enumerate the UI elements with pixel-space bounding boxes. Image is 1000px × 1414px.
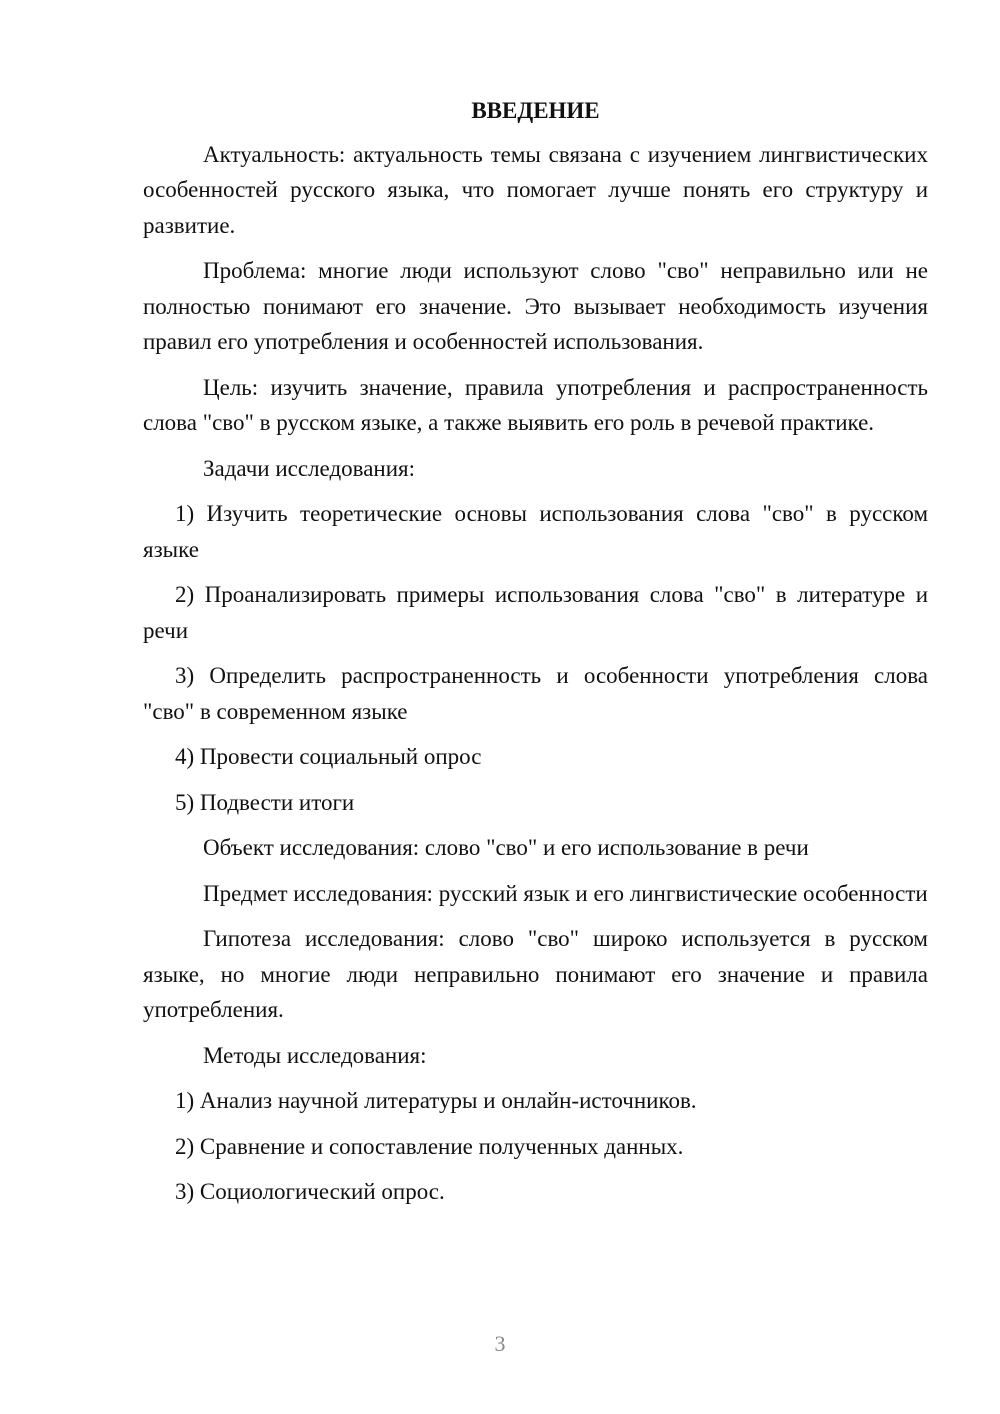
relevance-paragraph: Актуальность: актуальность темы связана с изучением лингвистических особенностей русского языка, что помогает лучше понять его структуру и развитие. [143, 141, 928, 238]
task-item: 1) Изучить теоретические основы использования слова "сво" в русском языке [143, 501, 928, 562]
subject-paragraph: Предмет исследования: русский язык и его лингвистические особенности [203, 880, 928, 906]
problem-paragraph: Проблема: многие люди используют слово "сво" неправильно или не полностью понимают его значение. Это вызывает необходимость изучения правил его употребления и особенностей использования. [143, 258, 928, 354]
goal-paragraph: Цель: изучить значение, правила употребления и распространенность слова "сво" в русском языке, а также выявить его роль в речевой практике. [143, 374, 928, 435]
method-item: 1) Анализ научной литературы и онлайн-источников. [175, 1088, 697, 1113]
task-item: 5) Подвести итоги [175, 789, 355, 815]
hypothesis-paragraph: Гипотеза исследования: слово "сво" широко используется в русском языке, но многие люди неправильно понимают его значение и правила употребления. [143, 926, 928, 1022]
task-item: 3) Определить распространенность и особенности употребления слова "сво" в современном языке [143, 663, 928, 724]
method-item: 3) Социологический опрос. [175, 1179, 445, 1204]
methods-title: Методы исследования: [203, 1042, 427, 1068]
page-content [143, 93, 928, 1220]
method-item: 2) Сравнение и сопоставление полученных данных. [175, 1133, 684, 1159]
task-item: 2) Проанализировать примеры использования слова "сво" в литературе и речи [143, 582, 928, 643]
section-heading: ВВЕДЕНИЕ [471, 98, 600, 123]
tasks-title: Задачи исследования: [203, 455, 416, 481]
page-number: 3 [494, 1331, 506, 1356]
object-paragraph: Объект исследования: слово "сво" и его использование в речи [203, 835, 809, 860]
task-item: 4) Провести социальный опрос [175, 744, 482, 769]
